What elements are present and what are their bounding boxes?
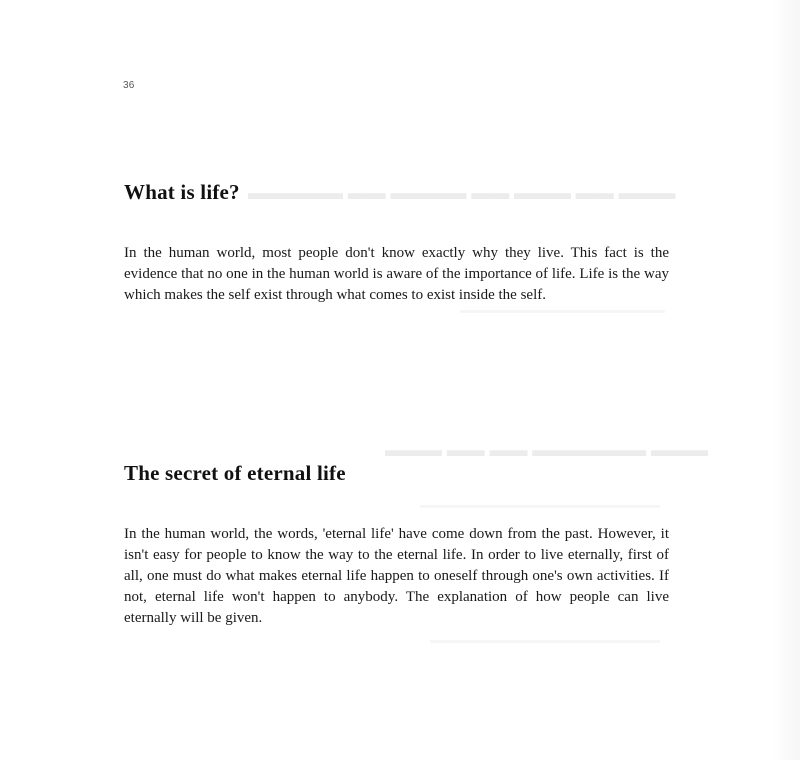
section-heading: What is life? (124, 180, 240, 204)
show-through-glyphs: ▬▬▬ ▬▬ ▬▬▬ ▬▬ ▬▬▬▬ ▬▬ ▬▬▬▬▬ (248, 183, 676, 204)
page-edge-shadow (770, 0, 800, 760)
show-through-glyphs: ▬▬▬ ▬▬▬▬▬▬ ▬▬ ▬▬ ▬▬▬ (385, 440, 708, 461)
section-heading: The secret of eternal life (124, 461, 346, 485)
section-paragraph: In the human world, most people don't know exactly why they live. This fact is the evidence that no one in the human world is aware of the importance of life. Life is the way which makes the self exist through what comes to exist inside the self. (124, 245, 669, 303)
section-paragraph: In the human world, the words, 'eternal life' have come down from the past. However, it isn't easy for people to know the way to the eternal life. In order to live eternally, first of all, one must do what makes eternal life happen to oneself through one's own activities. If not, eternal life won't happen to anybody. The explanation of how people can live eternally will be given. (124, 526, 669, 626)
section-secret-of-eternal-life (124, 459, 669, 629)
show-through-line (460, 310, 665, 313)
section-what-is-life (124, 178, 669, 306)
show-through-line (430, 640, 660, 643)
page-number: 36 (123, 80, 135, 91)
